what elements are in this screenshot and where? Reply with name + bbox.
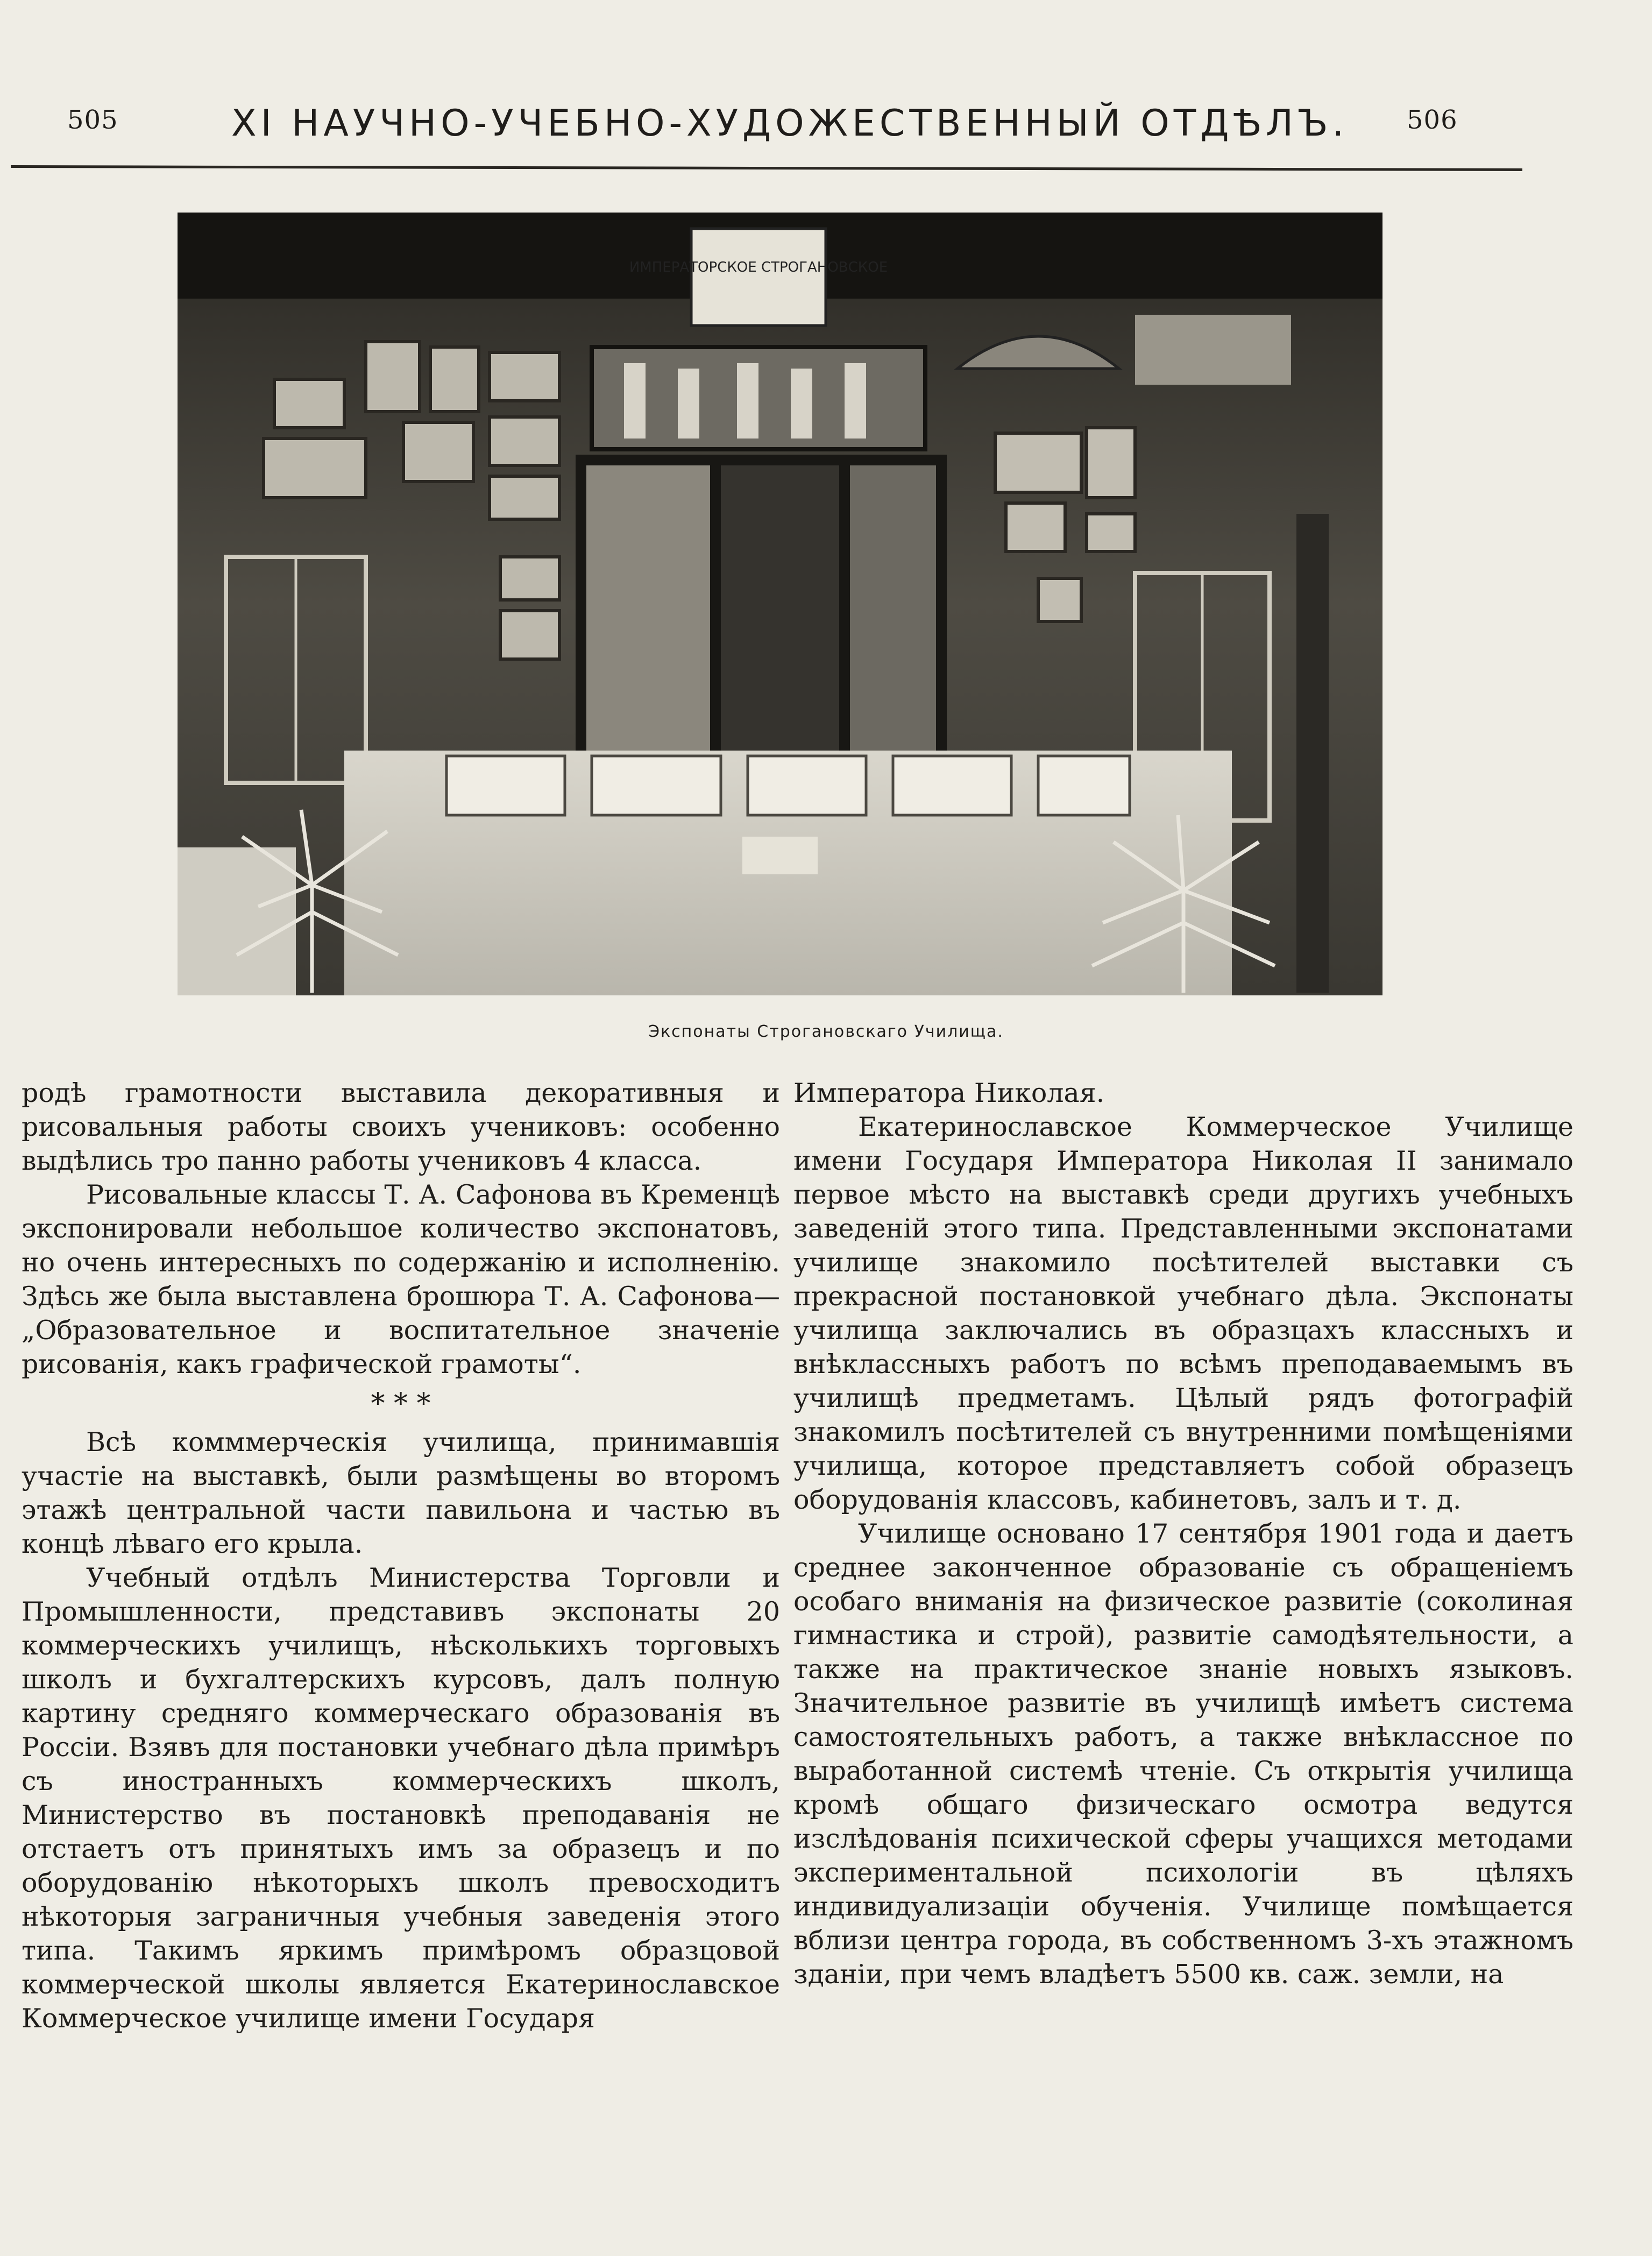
right-column	[793, 1076, 1573, 1991]
left-paragraph-1: родѣ грамотности выставила декоративныя и рисовальныя работы своихъ учениковъ: особенно выдѣлись тро панно работы учениковъ 4 класса.	[22, 1078, 780, 1176]
exhibit-photograph	[178, 213, 1382, 995]
right-paragraph-2: Екатеринославское Коммерческое Училище имени Государя Императора Николая II занимало первое мѣсто на выставкѣ среди другихъ учебныхъ заведеній этого типа. Представленными экспонатами училище знакомило посѣтителей выставки съ прекрасной постановкой учебнаго дѣла. Экспонаты училища заключались въ образцахъ классныхъ и внѣклассныхъ работъ по всѣмъ преподаваемымъ въ училищѣ предметамъ. Цѣлый рядъ фотографій знакомилъ посѣтителей съ внутренними помѣщеніями училища, которое представляетъ собой образецъ оборудованія классовъ, кабинетовъ, залъ и т. д.	[793, 1112, 1573, 1515]
exhibit-sign-text: ИМПЕРАТОРСКОЕ СТРОГАНОВСКОЕ	[629, 259, 888, 275]
running-head: XI НАУЧНО-УЧЕБНО-ХУДОЖЕСТВЕННЫЙ ОТДѢЛЪ.	[231, 102, 1349, 145]
page-number-left: 505	[67, 105, 118, 135]
left-paragraph-3: Всѣ комммерческія училища, принимавшія участіе на выставкѣ, были размѣщены во второмъ этажѣ центральной части павильона и частью въ концѣ лѣваго его крыла.	[22, 1427, 780, 1559]
left-paragraph-2: Рисовальные классы Т. А. Сафонова въ Кременцѣ экспонировали небольшое количество экспонатовъ, но очень интересныхъ по содержанію и исполненію. Здѣсь же была выставлена брошюра Т. А. Сафонова—„Образовательное и воспитательное значеніе рисованія, какъ графической грамоты“.	[22, 1179, 780, 1380]
figure-caption: Экспонаты Строгановскаго Училища.	[648, 1022, 1004, 1041]
right-paragraph-3: Училище основано 17 сентября 1901 года и даетъ среднее законченное образованіе съ обращеніемъ особаго вниманія на физическое развитіе (соколиная гимнастика и строй), развитіе самодѣятельности, а также на практическое знаніе новыхъ языковъ. Значительное развитіе въ училищѣ имѣетъ система самостоятельныхъ работъ, а также внѣклассное по выработанной системѣ чтеніе. Съ открытія училища кромѣ общаго физическаго осмотра ведутся изслѣдованія психической сферы учащихся методами экспериментальной психологіи въ цѣляхъ индивидуализаціи обученія. Училище помѣщается вблизи центра города, въ собственномъ 3-хъ этажномъ зданіи, при чемъ владѣетъ 5500 кв. саж. земли, на	[793, 1518, 1573, 1990]
header-rule	[11, 165, 1522, 171]
left-paragraph-4: Учебный отдѣлъ Министерства Торговли и Промышленности, представивъ экспонаты 20 коммерческихъ училищъ, нѣсколькихъ торговыхъ школъ и бухгалтерскихъ курсовъ, далъ полную картину средняго коммерческаго образованія въ Россіи. Взявъ для постановки учебнаго дѣла примѣръ съ иностранныхъ коммерческихъ школъ, Министерство въ постановкѣ преподаванія не отстаетъ отъ принятыхъ имъ за образецъ и по оборудованію нѣкоторыхъ школъ превосходитъ нѣкоторыя заграничныя учебныя заведенія этого типа. Такимъ яркимъ примѣромъ образцовой коммерческой школы является Екатеринославское Коммерческое училище имени Государя	[22, 1562, 780, 2034]
page-number-right: 506	[1407, 105, 1458, 135]
right-paragraph-1: Императора Николая.	[793, 1078, 1105, 1108]
section-divider-stars: * * *	[371, 1388, 431, 1420]
photo-illustration	[178, 213, 1382, 995]
left-column	[22, 1076, 780, 2035]
